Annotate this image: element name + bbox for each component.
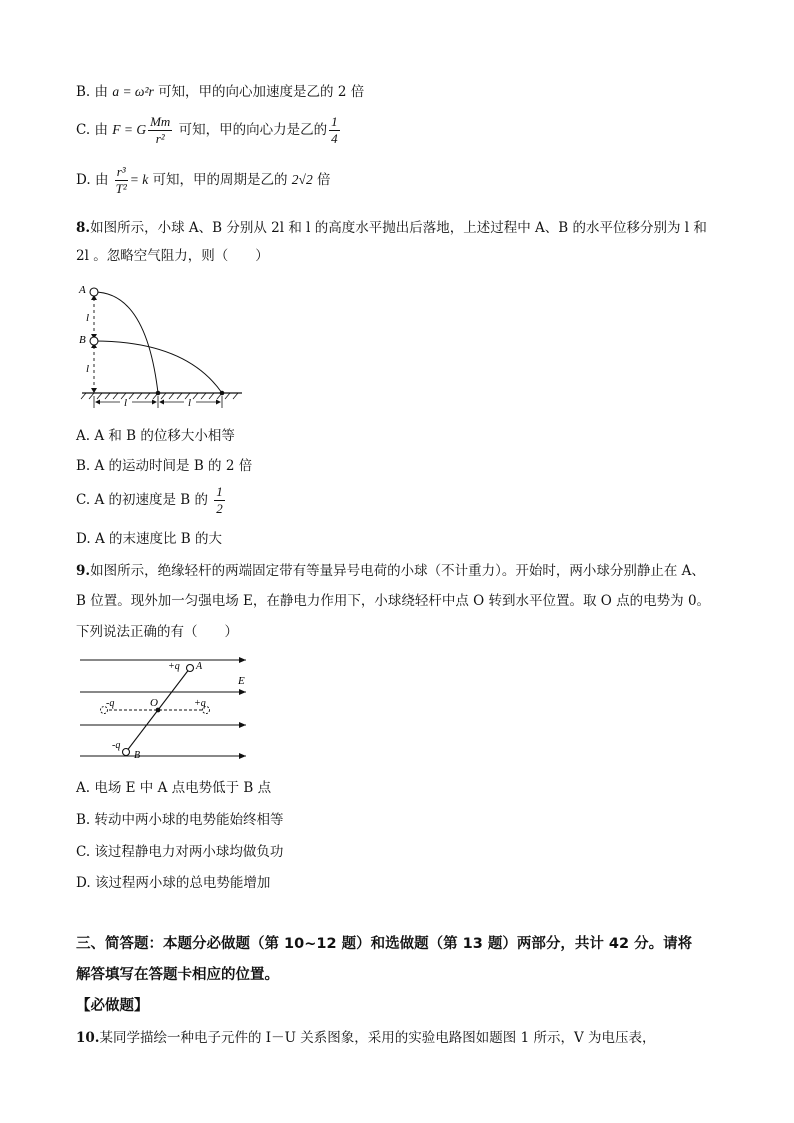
- option-letter: A.: [76, 428, 91, 444]
- option-text: 转动中两小球的电势能始终相等: [94, 812, 284, 828]
- formula-fraction: $\frac{\text{r³}}{\text{T²}}$: [115, 164, 127, 196]
- option-letter: A.: [76, 780, 91, 796]
- option-text: 电场 E 中 A 点电势低于 B 点: [94, 780, 272, 796]
- section-heading: 三、简答题：本题分必做题（第 10~12 题）和选做题（第 13 题）两部分，共计 42 分。请将: [76, 936, 693, 952]
- svg-text:-q: -q: [112, 740, 121, 751]
- q7-option-c: [76, 112, 342, 148]
- option-letter: D.: [76, 875, 91, 891]
- label-l-upper: l: [86, 312, 90, 324]
- option-text: A 的末速度比 B 的大: [94, 531, 222, 547]
- required-label: 【必做题】: [76, 998, 149, 1014]
- option-letter: B.: [76, 812, 91, 828]
- q9-stem-line1: [76, 561, 705, 581]
- q8-option-c: [76, 482, 227, 518]
- question-text: 如图所示，小球 A、B 分别从 2l 和 l 的高度水平抛出后落地，上述过程中 A、B 的水平位移分别为 l 和: [90, 220, 707, 236]
- option-letter: C.: [76, 122, 91, 138]
- option-pre: 由: [94, 84, 109, 100]
- option-pre: 由: [94, 122, 108, 138]
- option-letter: B.: [76, 84, 91, 100]
- svg-text:+q: +q: [168, 661, 180, 672]
- question-text: 如图所示，绝缘轻杆的两端固定带有等量异号电荷的小球（不计重力）。开始时，两小球分别静止在 A、: [90, 563, 705, 579]
- trajectory-b: [94, 341, 222, 393]
- option-text: A 的运动时间是 B 的 2 倍: [94, 458, 253, 474]
- answer-fraction: $\frac{1}{4}$: [331, 114, 338, 146]
- q9-field-figure: [76, 652, 256, 762]
- svg-text:+q: +q: [194, 698, 206, 709]
- option-letter: D.: [76, 531, 91, 547]
- q8-projectile-figure: [76, 280, 252, 410]
- option-text: 该过程两小球的总电势能增加: [94, 875, 271, 891]
- q9-option-c: [76, 842, 283, 862]
- q9-stem-line3: 下列说法正确的有（ ）: [76, 624, 238, 640]
- q9-stem-line2: B 位置。现外加一匀强电场 E，在静电力作用下，小球绕轻杆中点 O 转到水平位置。取 O 点的电势为 0。: [76, 593, 711, 609]
- q9-option-d: [76, 873, 270, 893]
- ball-a: [187, 665, 194, 672]
- ball-b: [90, 337, 98, 345]
- q8-stem-line2: 2l 。忽略空气阻力，则（ ）: [76, 248, 269, 264]
- option-text: A 的初速度是 B 的: [94, 492, 208, 508]
- question-number: 10.: [76, 1030, 100, 1046]
- option-text: 可知，甲的向心加速度是乙的 2 倍: [158, 84, 365, 100]
- svg-text:O: O: [150, 697, 158, 709]
- q8-option-b: [76, 456, 252, 476]
- svg-text:B: B: [134, 750, 141, 761]
- formula: a = ω²r: [112, 84, 154, 99]
- formula-rhs: = k: [129, 172, 149, 187]
- option-tail: 倍: [317, 172, 331, 188]
- option-text: A 和 B 的位移大小相等: [94, 428, 235, 444]
- option-text: 可知，甲的向心力是乙的: [178, 122, 328, 138]
- q9-option-b: [76, 810, 284, 830]
- option-letter: C.: [76, 492, 91, 508]
- question-number: 8.: [76, 220, 91, 236]
- label-a: A: [79, 284, 86, 296]
- section-heading-cont: 解答填写在答题卡相应的位置。: [76, 967, 279, 983]
- label-l-left: l: [124, 397, 128, 409]
- svg-text:A: A: [196, 661, 203, 672]
- label-b: B: [79, 334, 86, 346]
- question-text: 某同学描绘一种电子元件的 I－U 关系图象，采用的实验电路图如题图 1 所示，V 为电压表，: [99, 1030, 656, 1046]
- option-letter: C.: [76, 844, 91, 860]
- ball-b: [123, 749, 130, 756]
- question-number: 9.: [76, 563, 91, 579]
- answer-fraction: $\frac{1}{2}$: [216, 484, 223, 516]
- option-text: 可知，甲的周期是乙的: [152, 172, 288, 188]
- formula-lhs: F = G: [112, 122, 147, 137]
- label-l-lower: l: [86, 363, 90, 375]
- option-pre: 由: [94, 172, 109, 188]
- q8-option-d: [76, 529, 222, 549]
- label-l-right: l: [188, 397, 192, 409]
- q7-option-b: [76, 82, 364, 102]
- option-letter: B.: [76, 458, 91, 474]
- option-text: 该过程静电力对两小球均做负功: [94, 844, 284, 860]
- answer: 2√2: [291, 172, 313, 187]
- svg-text:E: E: [238, 675, 245, 687]
- formula-fraction: $\frac{Mm}{\text{r²}}$: [150, 114, 171, 146]
- q8-option-a: [76, 426, 235, 446]
- option-letter: D.: [76, 172, 91, 188]
- q10-stem: [76, 1028, 656, 1048]
- q8-stem-line1: [76, 218, 707, 238]
- q7-option-d: [76, 162, 331, 198]
- q9-option-a: [76, 778, 271, 798]
- svg-text:-q: -q: [106, 698, 115, 709]
- ball-a: [90, 288, 98, 296]
